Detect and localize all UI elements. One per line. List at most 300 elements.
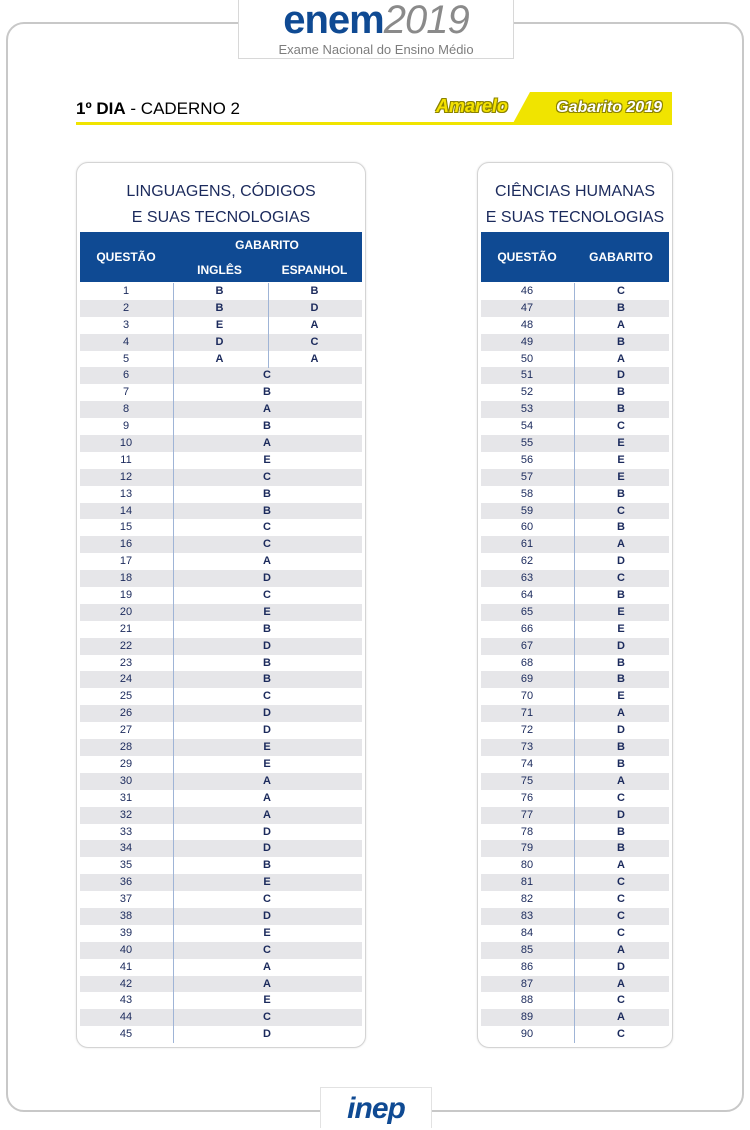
answer: A	[617, 977, 625, 990]
table-row	[481, 671, 669, 688]
answer: A	[263, 555, 271, 568]
answer: A	[617, 1011, 625, 1024]
languages-rows	[80, 283, 362, 1043]
question-number: 12	[119, 470, 133, 483]
answer: E	[617, 437, 625, 450]
question-number: 80	[520, 859, 534, 872]
question-number: 56	[520, 453, 534, 466]
answer: B	[617, 589, 625, 602]
question-number: 42	[119, 977, 133, 990]
question-number: 18	[119, 572, 133, 585]
answer-ingles: E	[215, 318, 224, 331]
question-number: 4	[122, 335, 130, 348]
question-number: 62	[520, 555, 534, 568]
answer: B	[263, 673, 271, 686]
gabarito-tag: Gabarito 2019	[556, 99, 662, 116]
question-number: 88	[520, 994, 534, 1007]
inep-logo: inep	[320, 1087, 432, 1128]
table-row	[481, 976, 669, 993]
column-divider	[574, 283, 575, 1043]
column-divider	[173, 283, 174, 1043]
table-row	[481, 756, 669, 773]
booklet-label: - CADERNO 2	[130, 99, 240, 118]
col-espanhol: ESPANHOL	[281, 263, 348, 277]
answer: E	[617, 690, 625, 703]
color-label: Amarelo	[435, 96, 508, 116]
answer: C	[263, 538, 271, 551]
table-row	[80, 469, 362, 486]
table-row	[481, 300, 669, 317]
question-number: 85	[520, 943, 534, 956]
table-row	[481, 705, 669, 722]
question-number: 14	[119, 504, 133, 517]
question-number: 61	[520, 538, 534, 551]
table-row	[80, 722, 362, 739]
answer: B	[617, 656, 625, 669]
table-row	[481, 655, 669, 672]
question-number: 78	[520, 825, 534, 838]
enem-word: enem	[283, 0, 384, 42]
table-row	[481, 536, 669, 553]
answer: B	[263, 504, 271, 517]
table-row	[80, 604, 362, 621]
answer: E	[263, 453, 271, 466]
answer: E	[263, 926, 271, 939]
table-row	[481, 503, 669, 520]
question-number: 7	[122, 386, 130, 399]
table-row	[481, 604, 669, 621]
question-number: 41	[119, 960, 133, 973]
table-row	[80, 317, 362, 334]
table-row	[481, 418, 669, 435]
question-number: 38	[119, 909, 133, 922]
table-row	[80, 756, 362, 773]
answer: C	[617, 285, 625, 297]
question-number: 69	[520, 673, 534, 686]
answer-ingles: B	[215, 285, 224, 297]
answer: A	[617, 318, 625, 331]
answer: D	[263, 825, 271, 838]
humanas-table-header	[481, 232, 669, 282]
answer: B	[617, 741, 625, 754]
question-number: 73	[520, 741, 534, 754]
question-number: 21	[119, 622, 133, 635]
answer: E	[617, 453, 625, 466]
question-number: 54	[520, 420, 534, 433]
answer: D	[263, 842, 271, 855]
table-row	[80, 773, 362, 790]
answer: C	[617, 1028, 625, 1041]
question-number: 76	[520, 791, 534, 804]
table-row	[481, 334, 669, 351]
answer: D	[263, 707, 271, 720]
table-row	[80, 401, 362, 418]
answer: A	[263, 977, 271, 990]
languages-title-line1: LINGUAGENS, CÓDIGOS	[126, 183, 316, 200]
table-row	[80, 959, 362, 976]
answer-espanhol: C	[310, 335, 319, 348]
table-row	[481, 570, 669, 587]
answer: A	[617, 538, 625, 551]
answer: D	[263, 724, 271, 737]
question-number: 29	[119, 757, 133, 770]
table-row	[80, 891, 362, 908]
col-gabarito: GABARITO	[589, 250, 653, 264]
question-number: 27	[119, 724, 133, 737]
question-number: 81	[520, 876, 534, 889]
answer: C	[617, 876, 625, 889]
table-row	[80, 840, 362, 857]
table-row	[481, 638, 669, 655]
question-number: 36	[119, 876, 133, 889]
table-row	[80, 283, 362, 300]
table-row	[481, 317, 669, 334]
answer: B	[263, 859, 271, 872]
answer-espanhol: A	[310, 352, 319, 365]
table-row	[481, 908, 669, 925]
answer: B	[617, 757, 625, 770]
table-row	[481, 840, 669, 857]
table-row	[481, 469, 669, 486]
question-number: 43	[119, 994, 133, 1007]
question-number: 67	[520, 639, 534, 652]
question-number: 3	[122, 318, 130, 331]
table-row	[481, 688, 669, 705]
table-row	[80, 418, 362, 435]
answer: B	[617, 673, 625, 686]
answer: D	[263, 572, 271, 585]
question-number: 72	[520, 724, 534, 737]
answer: B	[263, 420, 271, 433]
humanas-title	[478, 179, 672, 231]
table-row	[80, 351, 362, 368]
answer: B	[263, 487, 271, 500]
question-number: 53	[520, 403, 534, 416]
table-row	[481, 283, 669, 300]
question-number: 17	[119, 555, 133, 568]
table-row	[481, 1009, 669, 1026]
answer-espanhol: D	[310, 301, 319, 314]
table-row	[481, 367, 669, 384]
question-number: 2	[122, 301, 130, 314]
languages-answer-table	[76, 162, 366, 1048]
day-booklet	[76, 99, 240, 119]
answer: D	[263, 639, 271, 652]
answer: B	[617, 386, 625, 399]
answer: D	[617, 808, 625, 821]
table-row	[481, 519, 669, 536]
table-row	[80, 1026, 362, 1043]
answer: D	[263, 1028, 271, 1041]
table-row	[481, 486, 669, 503]
table-row	[80, 942, 362, 959]
question-number: 39	[119, 926, 133, 939]
languages-table-header	[80, 232, 362, 282]
question-number: 13	[119, 487, 133, 500]
answer: E	[617, 622, 625, 635]
table-row	[80, 739, 362, 756]
answer: E	[263, 605, 271, 618]
answer: A	[617, 352, 625, 365]
table-row	[80, 992, 362, 1009]
question-number: 75	[520, 774, 534, 787]
table-row	[481, 959, 669, 976]
question-number: 34	[119, 842, 133, 855]
table-row	[80, 553, 362, 570]
answer: E	[263, 741, 271, 754]
question-number: 19	[119, 589, 133, 602]
enem-logo-text	[239, 0, 513, 40]
answer: C	[617, 909, 625, 922]
answer: B	[617, 842, 625, 855]
question-number: 26	[119, 707, 133, 720]
answer: A	[263, 960, 271, 973]
answer: B	[263, 386, 271, 399]
answer: D	[617, 639, 625, 652]
question-number: 87	[520, 977, 534, 990]
question-number: 65	[520, 605, 534, 618]
question-number: 11	[120, 453, 132, 466]
answer: D	[617, 555, 625, 568]
table-row	[80, 367, 362, 384]
language-divider	[268, 283, 269, 368]
question-number: 68	[520, 656, 534, 669]
question-number: 48	[520, 318, 534, 331]
answer: C	[263, 521, 271, 534]
table-row	[481, 435, 669, 452]
day-label: 1º DIA	[76, 99, 126, 118]
table-row	[481, 1026, 669, 1043]
answer: C	[617, 420, 625, 433]
answer-ingles: D	[215, 335, 224, 348]
answer: A	[617, 707, 625, 720]
question-number: 55	[520, 437, 534, 450]
table-row	[80, 452, 362, 469]
table-row	[481, 401, 669, 418]
table-row	[481, 773, 669, 790]
answer: E	[617, 605, 625, 618]
answer-espanhol: B	[310, 285, 319, 297]
answer: B	[617, 335, 625, 348]
question-number: 57	[520, 470, 534, 483]
question-number: 84	[520, 926, 534, 939]
question-number: 22	[119, 639, 133, 652]
question-number: 60	[520, 521, 534, 534]
table-row	[80, 486, 362, 503]
humanas-answer-table	[477, 162, 673, 1048]
question-number: 86	[520, 960, 534, 973]
question-number: 83	[520, 909, 534, 922]
answer: B	[263, 622, 271, 635]
question-number: 77	[520, 808, 534, 821]
question-number: 30	[119, 774, 133, 787]
question-number: 49	[520, 335, 534, 348]
table-row	[481, 790, 669, 807]
table-row	[80, 857, 362, 874]
question-number: 89	[520, 1011, 534, 1024]
table-row	[481, 874, 669, 891]
question-number: 37	[119, 893, 133, 906]
table-row	[80, 638, 362, 655]
answer-ingles: A	[215, 352, 224, 365]
answer: A	[617, 774, 625, 787]
table-row	[481, 587, 669, 604]
question-number: 31	[119, 791, 133, 804]
table-row	[80, 705, 362, 722]
answer-ingles: B	[215, 301, 224, 314]
answer: E	[263, 757, 271, 770]
humanas-title-line2: E SUAS TECNOLOGIAS	[485, 209, 665, 226]
question-number: 10	[119, 437, 133, 450]
question-number: 25	[119, 690, 133, 703]
table-row	[80, 334, 362, 351]
enem-subtitle: Exame Nacional do Ensino Médio	[278, 42, 474, 57]
question-number: 23	[119, 656, 133, 669]
table-row	[80, 908, 362, 925]
question-number: 35	[119, 859, 133, 872]
question-number: 24	[119, 673, 133, 686]
question-number: 47	[520, 301, 534, 314]
answer: E	[263, 994, 271, 1007]
table-row	[481, 925, 669, 942]
answer: C	[617, 893, 625, 906]
enem-year: 2019	[383, 0, 469, 42]
answer: D	[263, 909, 271, 922]
answer: B	[617, 301, 625, 314]
question-number: 40	[119, 943, 133, 956]
table-row	[80, 790, 362, 807]
question-number: 70	[520, 690, 534, 703]
answer: A	[263, 791, 271, 804]
question-number: 46	[520, 285, 534, 297]
question-number: 28	[119, 741, 133, 754]
question-number: 63	[520, 572, 534, 585]
answer: B	[617, 403, 625, 416]
question-number: 33	[119, 825, 133, 838]
question-number: 58	[520, 487, 534, 500]
table-row	[481, 824, 669, 841]
page-header	[76, 92, 672, 125]
table-row	[481, 942, 669, 959]
table-row	[481, 621, 669, 638]
answer: C	[263, 369, 271, 382]
question-number: 51	[520, 369, 534, 382]
answer: A	[263, 437, 271, 450]
question-number: 6	[122, 369, 130, 382]
col-gabarito: GABARITO	[235, 238, 299, 252]
table-row	[481, 807, 669, 824]
question-number: 32	[119, 808, 133, 821]
question-number: 44	[119, 1011, 133, 1024]
answer: C	[617, 791, 625, 804]
question-number: 5	[122, 352, 130, 365]
answer: C	[263, 1011, 271, 1024]
question-number: 20	[119, 605, 133, 618]
answer: B	[617, 487, 625, 500]
question-number: 71	[520, 707, 534, 720]
question-number: 52	[520, 386, 534, 399]
enem-logo	[238, 0, 514, 59]
answer: D	[617, 724, 625, 737]
table-row	[80, 587, 362, 604]
table-row	[80, 688, 362, 705]
answer: A	[263, 774, 271, 787]
table-row	[80, 503, 362, 520]
answer: A	[617, 943, 625, 956]
answer-espanhol: A	[310, 318, 319, 331]
humanas-rows	[481, 283, 669, 1043]
answer: B	[617, 521, 625, 534]
question-number: 1	[122, 285, 130, 297]
answer: C	[263, 893, 271, 906]
question-number: 9	[122, 420, 130, 433]
languages-title-line2: E SUAS TECNOLOGIAS	[131, 209, 311, 226]
col-questao: QUESTÃO	[497, 250, 557, 264]
answer: C	[263, 690, 271, 703]
col-ingles: INGLÊS	[197, 263, 242, 277]
question-number: 45	[119, 1028, 133, 1041]
question-number: 59	[520, 504, 534, 517]
table-row	[80, 519, 362, 536]
question-number: 64	[520, 589, 534, 602]
answer: B	[263, 656, 271, 669]
table-row	[80, 824, 362, 841]
answer: D	[617, 960, 625, 973]
table-row	[80, 435, 362, 452]
table-row	[481, 992, 669, 1009]
answer: C	[263, 470, 271, 483]
question-number: 50	[520, 352, 534, 365]
table-row	[481, 553, 669, 570]
table-row	[80, 807, 362, 824]
question-number: 66	[520, 622, 534, 635]
table-row	[80, 536, 362, 553]
languages-title	[77, 179, 365, 231]
table-row	[80, 621, 362, 638]
answer: A	[263, 808, 271, 821]
col-questao: QUESTÃO	[96, 250, 156, 264]
answer: C	[263, 943, 271, 956]
table-row	[80, 570, 362, 587]
table-row	[80, 655, 362, 672]
answer: A	[617, 859, 625, 872]
answer: E	[617, 470, 625, 483]
table-row	[481, 452, 669, 469]
table-row	[481, 722, 669, 739]
table-row	[481, 739, 669, 756]
table-row	[481, 351, 669, 368]
table-row	[80, 384, 362, 401]
answer: C	[617, 994, 625, 1007]
table-row	[80, 976, 362, 993]
table-row	[80, 925, 362, 942]
answer: B	[617, 825, 625, 838]
question-number: 82	[520, 893, 534, 906]
question-number: 79	[520, 842, 534, 855]
answer: D	[617, 369, 625, 382]
answer: E	[263, 876, 271, 889]
question-number: 8	[122, 403, 130, 416]
answer: C	[617, 926, 625, 939]
answer: C	[617, 572, 625, 585]
table-row	[80, 1009, 362, 1026]
answer: A	[263, 403, 271, 416]
table-row	[80, 300, 362, 317]
answer: C	[263, 589, 271, 602]
question-number: 74	[520, 757, 534, 770]
table-row	[481, 891, 669, 908]
table-row	[481, 384, 669, 401]
